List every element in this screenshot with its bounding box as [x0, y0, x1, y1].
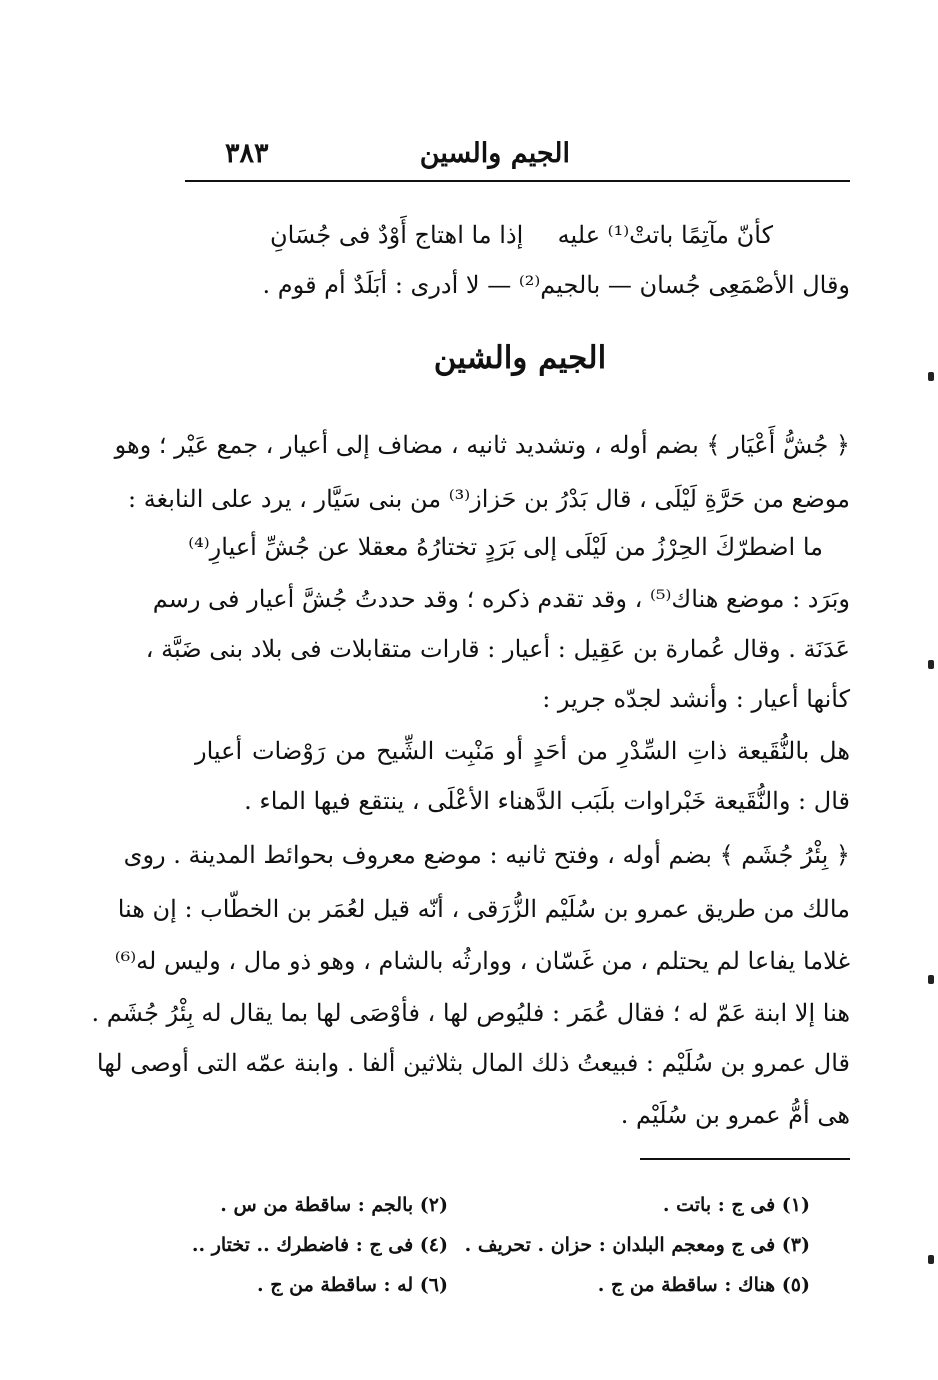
verse-1-hemistich-2: إذا ما اهتاج أَوْدٌ فى جُسَانِ: [270, 221, 524, 249]
footnote-1: (١) فى ج : باتت .: [662, 1194, 810, 1216]
section-title: الجيم والشين: [433, 340, 607, 376]
body-line-8: مالك من طريق عمرو بن سُلَيْم الزُّرَقى ، أنّه قيل لعُمَر بن الخطّاب : إن هنا: [117, 895, 850, 923]
scan-edge-mark: [928, 660, 934, 669]
body-line-9: غلاما يفاعا لم يحتلم ، من غَسّان ، ووارثُه بالشام ، وهو ذو مال ، وليس له⁽⁶⁾: [114, 947, 850, 975]
prose-line-asmai: وقال الأصْمَعِى جُسان — بالجيم⁽²⁾ — لا أدرى : أبَلَدٌ أم قوم .: [262, 271, 850, 299]
verse-3: هل بالنُّقَيعة ذاتِ السِّدْرِ من أحَدٍ أو مَنْبِت الشِّيح من رَوْضات أعيار: [195, 737, 851, 765]
body-line-12: هى أمُّ عمرو بن سُلَيْم .: [620, 1101, 850, 1129]
body-line-1: ﴿ جُشُّ أَعْيَار ﴾ بضم أوله ، وتشديد ثانيه ، مضاف إلى أعيار ، جمع عَيْر ؛ وهو: [114, 431, 850, 459]
verse-2: ما اضطرّكَ الحِرْزُ من لَيْلَى إلى بَرَدٍ تختارُهُ معقلا عن جُشِّ أعيارِ⁽⁴⁾: [188, 533, 823, 561]
body-line-2: موضع من حَرَّةِ لَيْلَى ، قال بَدْرُ بن حَزاز⁽³⁾ من بنى سَيَّار ، يرد على النابغة :: [128, 485, 850, 513]
body-line-3: وبَرَد : موضع هناك⁽⁵⁾ ، وقد تقدم ذكره ؛ وقد حددتُ جُشَّ أعيار فى رسم: [152, 585, 850, 613]
body-line-7: ﴿ بِئْرُ جُشَم ﴾ بضم أوله ، وفتح ثانيه : موضع معروف بحوائط المدينة . روى: [123, 841, 850, 869]
footnote-3: (٣) فى ج ومعجم البلدان : حزان . تحريف .: [464, 1234, 810, 1256]
footnote-rule: [640, 1158, 850, 1160]
page-header: [185, 132, 850, 182]
scan-edge-mark: [928, 975, 934, 984]
scan-edge-mark: [928, 1255, 934, 1264]
body-line-11: قال عمرو بن سُلَيْم : فبيعتُ ذلك المال بثلاثين ألفا . وابنة عمّه التى أوصى لها: [96, 1049, 850, 1077]
page-number: ٣٨٣: [225, 138, 269, 169]
verse-1-hemistich-1: كأنّ مآتِمًا باتتْ⁽¹⁾ عليه: [557, 221, 773, 249]
footnote-2: (٢) بالجم : ساقطة من س .: [220, 1194, 448, 1216]
running-title: الجيم والسين: [419, 138, 570, 169]
footnote-4: (٤) فى ج : فاضطرك .. تختار ..: [191, 1234, 448, 1256]
body-line-5: كأنها أعيار : وأنشد لجدّه جرير :: [542, 685, 850, 713]
body-line-6: قال : والنُّقَيعة خَبْراوات بلَبَب الدَّهناء الأعْلَى ، ينتقع فيها الماء .: [244, 787, 850, 815]
body-line-4: عَدَنَة . وقال عُمارة بن عَقِيل : أعيار : قارات متقابلات فى بلاد بنى ضَبَّة ،: [145, 635, 850, 663]
footnote-6: (٦) له : ساقطة من ج .: [257, 1274, 448, 1296]
footnote-5: (٥) هناك : ساقطة من ج .: [597, 1274, 810, 1296]
scan-edge-mark: [928, 372, 934, 381]
body-line-10: هنا إلا ابنة عَمّ له ؛ فقال عُمَر : فليُوص لها ، فأوْصَى لها بما يقال له بِئْرُ جُشَم .: [91, 999, 850, 1027]
